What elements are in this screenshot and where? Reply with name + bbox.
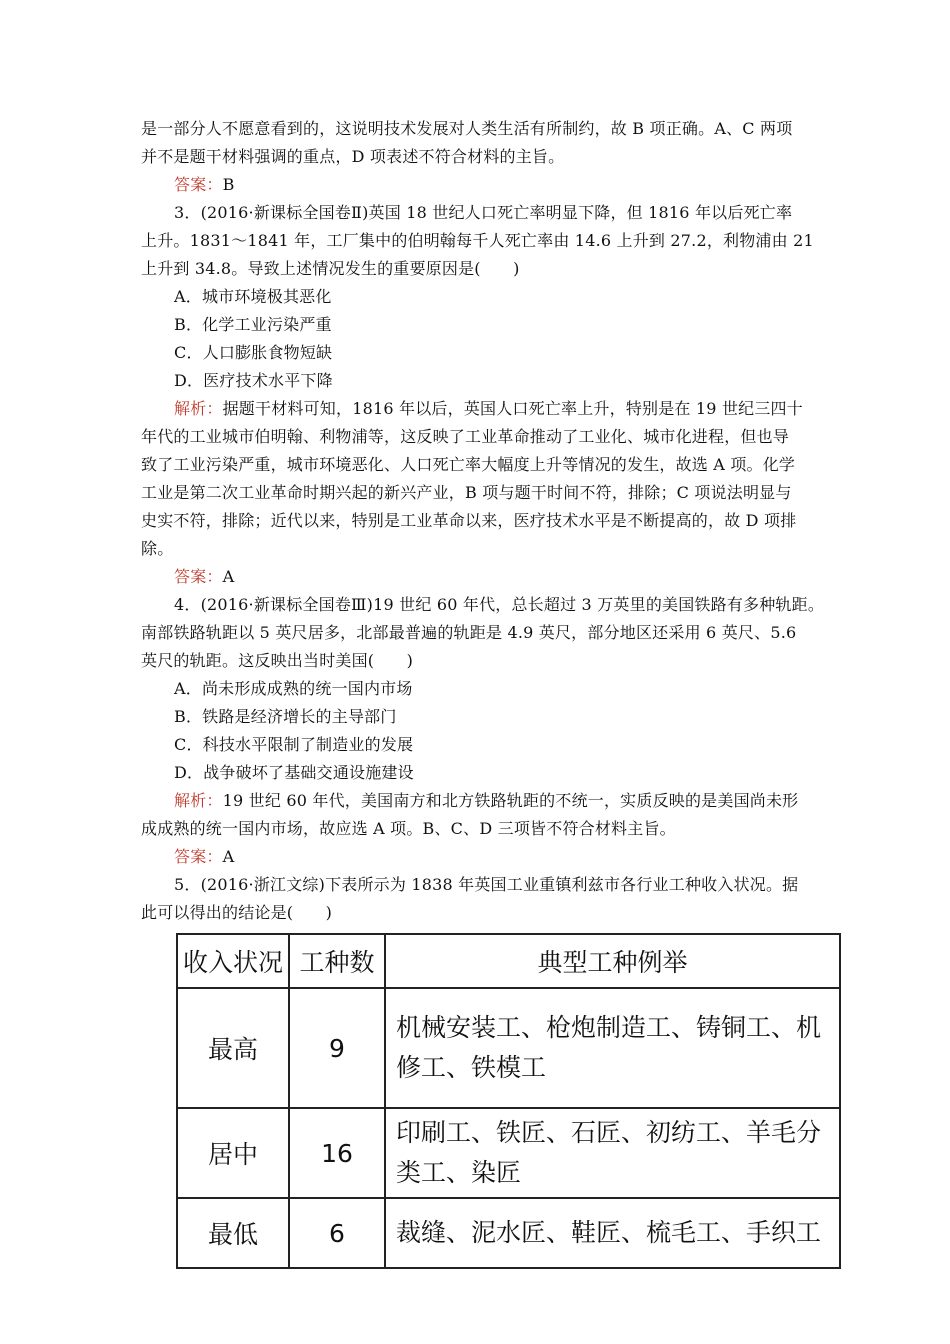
table-cell-examples: 印刷工、铁匠、石匠、初纺工、羊毛分类工、染匠 [385,1108,840,1198]
income-table [176,933,841,1269]
q4-stem-line: 4．(2016·新课标全国卷Ⅲ)19 世纪 60 年代，总长超过 3 万英里的美国铁路有多种轨距。 [174,595,825,614]
analysis-text: 19 世纪 60 年代，美国南方和北方铁路轨距的不统一，实质反映的是美国尚未形 [222,791,799,810]
answer-value: B [222,175,235,194]
table-row [177,1108,840,1198]
q4-analysis [141,787,821,815]
answer-label: 答案： [174,567,223,586]
table-cell-count: 9 [289,988,385,1108]
table-cell-level: 最高 [177,988,289,1108]
q3-option-c: C．人口膨胀食物短缺 [174,343,333,362]
q4-option-d: D．战争破坏了基础交通设施建设 [174,763,414,782]
text-line: 是一部分人不愿意看到的，这说明技术发展对人类生活有所制约，故 B 项正确。A、C 两项 [141,119,793,138]
q2-answer [141,171,821,199]
q3-stem-line: 上升。1831～1841 年，工厂集中的伯明翰每千人死亡率由 14.6 上升到 27.2，利物浦由 21 [141,231,814,250]
table-header-row [177,934,840,988]
table-cell-count: 6 [289,1198,385,1268]
analysis-text: 据题干材料可知，1816 年以后，英国人口死亡率上升，特别是在 19 世纪三四十 [222,399,803,418]
q3-analysis-line: 年代的工业城市伯明翰、利物浦等，这反映了工业革命推动了工业化、城市化进程，但也导 [141,427,790,446]
q3-option-a: A．城市环境极其恶化 [174,287,332,306]
answer-value: A [222,567,235,586]
q3-answer [141,563,821,591]
answer-label: 答案： [174,175,223,194]
q4-answer [141,843,821,871]
q3-analysis-line: 工业是第二次工业革命时期兴起的新兴产业，B 项与题干时间不符，排除；C 项说法明显与 [141,483,792,502]
table-header: 收入状况 [177,934,289,988]
table-cell-examples: 裁缝、泥水匠、鞋匠、梳毛工、手织工 [385,1198,840,1268]
q4-option-b: B．铁路是经济增长的主导部门 [174,707,397,726]
table-cell-level: 最低 [177,1198,289,1268]
q4-option-c: C．科技水平限制了制造业的发展 [174,735,414,754]
analysis-label: 解析： [174,399,223,418]
q4-stem-line: 南部铁路轨距以 5 英尺居多，北部最普遍的轨距是 4.9 英尺，部分地区还采用 6 英尺、5.6 [141,623,797,642]
q3-analysis-line: 致了工业污染严重，城市环境恶化、人口死亡率大幅度上升等情况的发生，故选 A 项。化学 [141,455,796,474]
q4-stem-line: 英尺的轨距。这反映出当时美国( ) [141,651,414,670]
table-row [177,988,840,1108]
q5-stem-line: 此可以得出的结论是( ) [141,903,333,922]
table-cell-count: 16 [289,1108,385,1198]
q5-stem-line: 5．(2016·浙江文综)下表所示为 1838 年英国工业重镇利兹市各行业工种收入状况。据 [174,875,799,894]
table-header: 工种数 [289,934,385,988]
q3-option-d: D．医疗技术水平下降 [174,371,333,390]
table-row [177,1198,840,1268]
answer-value: A [222,847,235,866]
answer-label: 答案： [174,847,223,866]
q4-analysis-line: 成成熟的统一国内市场，故应选 A 项。B、C、D 三项皆不符合材料主旨。 [141,819,676,838]
document-page [141,115,825,927]
analysis-label: 解析： [174,791,223,810]
table-cell-level: 居中 [177,1108,289,1198]
text-line: 并不是题干材料强调的重点，D 项表述不符合材料的主旨。 [141,147,565,166]
table-cell-examples: 机械安装工、枪炮制造工、铸铜工、机修工、铁模工 [385,988,840,1108]
q3-analysis-line: 史实不符，排除；近代以来，特别是工业革命以来，医疗技术水平是不断提高的，故 D 项排 [141,511,797,530]
q3-analysis [141,395,821,423]
q3-option-b: B．化学工业污染严重 [174,315,332,334]
q3-stem-line: 上升到 34.8。导致上述情况发生的重要原因是( ) [141,259,520,278]
table-header: 典型工种例举 [385,934,840,988]
q3-analysis-line: 除。 [141,539,174,558]
q3-stem-line: 3．(2016·新课标全国卷Ⅱ)英国 18 世纪人口死亡率明显下降，但 1816 年以后死亡率 [174,203,793,222]
q4-option-a: A．尚未形成成熟的统一国内市场 [174,679,413,698]
